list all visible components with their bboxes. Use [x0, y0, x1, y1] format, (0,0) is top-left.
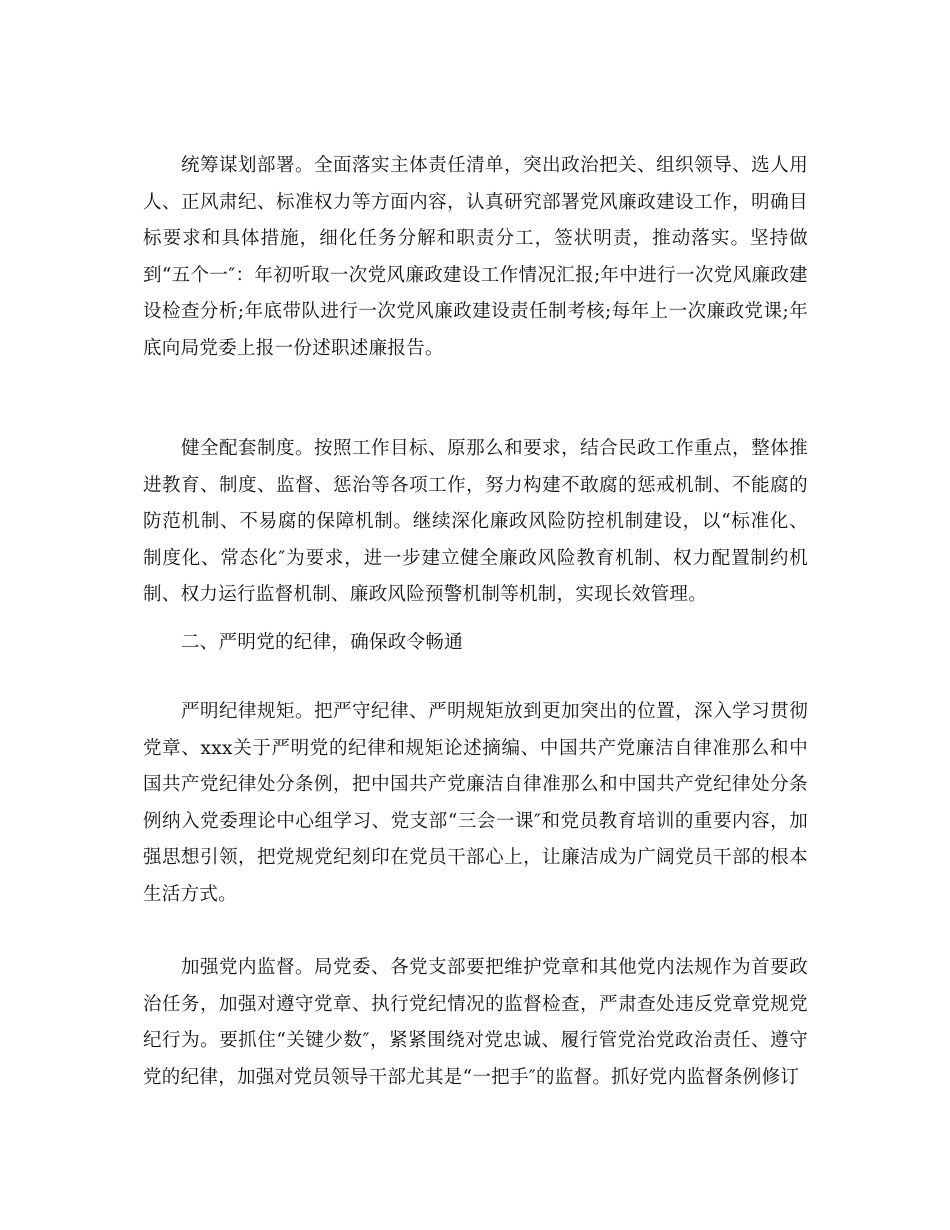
paragraph-strict-discipline: 严明纪律规矩。把严守纪律、严明规矩放到更加突出的位置，深入学习贯彻党章、xxx关于严明党的纪律和规矩论述摘编、中国共产党廉洁自律准那么和中国共产党纪律处分条例，把中国共产党廉洁自律准那么和中国共产党纪律处分条例纳入党委理论中心组学习、党支部“三会一课″和党员教育培训的重要内容，加强思想引领，把党规党纪刻印在党员干部心上，让廉洁成为广阔党员干部的根本生活方式。 — [143, 701, 808, 905]
paragraph-party-supervision: 加强党内监督。局党委、各党支部要把维护党章和其他党内法规作为首要政治任务，加强对遵守党章、执行党纪情况的监督检查，严肃查处违反党章党规党纪行为。要抓住“关键少数″，紧紧围绕对党忠诚、履行管党治党政治责任、遵守党的纪律，加强对党员领导干部尤其是“一把手″的监督。抓好党内监督条例修订 — [143, 957, 808, 1088]
paragraph-supporting-systems: 健全配套制度。按照工作目标、原那么和要求，结合民政工作重点，整体推进教育、制度、监督、惩治等各项工作，努力构建不敢腐的惩戒机制、不能腐的防范机制、不易腐的保障机制。继续深化廉政风险防控机制建设，以“标准化、制度化、常态化″为要求，进一步建立健全廉政风险教育机制、权力配置制约机制、权力运行监督机制、廉政风险预警机制等机制，实现长效管理。 — [143, 438, 808, 605]
paragraph-planning-deployment: 统筹谋划部署。全面落实主体责任清单，突出政治把关、组织领导、选人用人、正风肃纪、标准权力等方面内容，认真研究部署党风廉政建设工作，明确目标要求和具体措施，细化任务分解和职责分工，签状明责，推动落实。坚持做到“五个一″：年初听取一次党风廉政建设工作情况汇报;年中进行一次党风廉政建设检查分析;年底带队进行一次党风廉政建设责任制考核;每年上一次廉政党课;年底向局党委上报一份述职述廉报告。 — [143, 155, 808, 359]
section-heading-discipline: 二、严明党的纪律，确保政令畅通 — [181, 632, 464, 653]
